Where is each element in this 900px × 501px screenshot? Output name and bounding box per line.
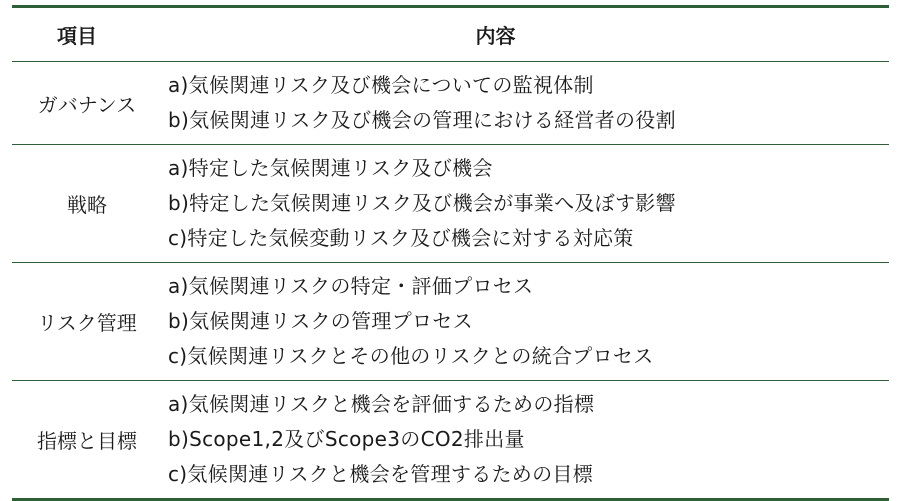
row-item-label: ガバナンス	[37, 92, 137, 117]
tcfd-disclosure-table	[12, 5, 889, 501]
content-line: b)Scope1,2及びScope3のCO2排出量	[168, 427, 525, 451]
table-row-strategy	[12, 145, 889, 262]
table-row-metrics-targets	[12, 381, 889, 498]
content-line: a)特定した気候関連リスク及び機会	[168, 156, 493, 180]
table-row-risk-management	[12, 263, 889, 380]
content-line: c)気候関連リスクとその他のリスクとの統合プロセス	[168, 344, 654, 368]
header-item-label: 項目	[57, 24, 97, 48]
content-line: b)気候関連リスク及び機会の管理における経営者の役割	[168, 108, 676, 132]
row-item-label: 指標と目標	[37, 429, 137, 453]
content-line: c)気候関連リスクと機会を管理するための目標	[168, 462, 593, 486]
table-header-row	[12, 8, 889, 61]
content-line: a)気候関連リスク及び機会についての監視体制	[168, 73, 594, 97]
row-content	[162, 62, 889, 144]
content-line: b)気候関連リスクの管理プロセス	[168, 309, 473, 333]
content-line: a)気候関連リスクの特定・評価プロセス	[168, 274, 534, 298]
row-item-label: リスク管理	[37, 311, 137, 335]
row-content	[162, 263, 889, 380]
content-line: b)特定した気候関連リスク及び機会が事業へ及ぼす影響	[168, 191, 676, 215]
content-line: c)特定した気候変動リスク及び機会に対する対応策	[168, 226, 634, 250]
row-content	[162, 381, 889, 498]
content-line: a)気候関連リスクと機会を評価するための指標	[168, 392, 595, 416]
header-content-label: 内容	[475, 24, 516, 48]
table-row-governance	[12, 62, 889, 144]
row-content	[162, 145, 889, 262]
row-item-label: 戦略	[67, 193, 107, 217]
